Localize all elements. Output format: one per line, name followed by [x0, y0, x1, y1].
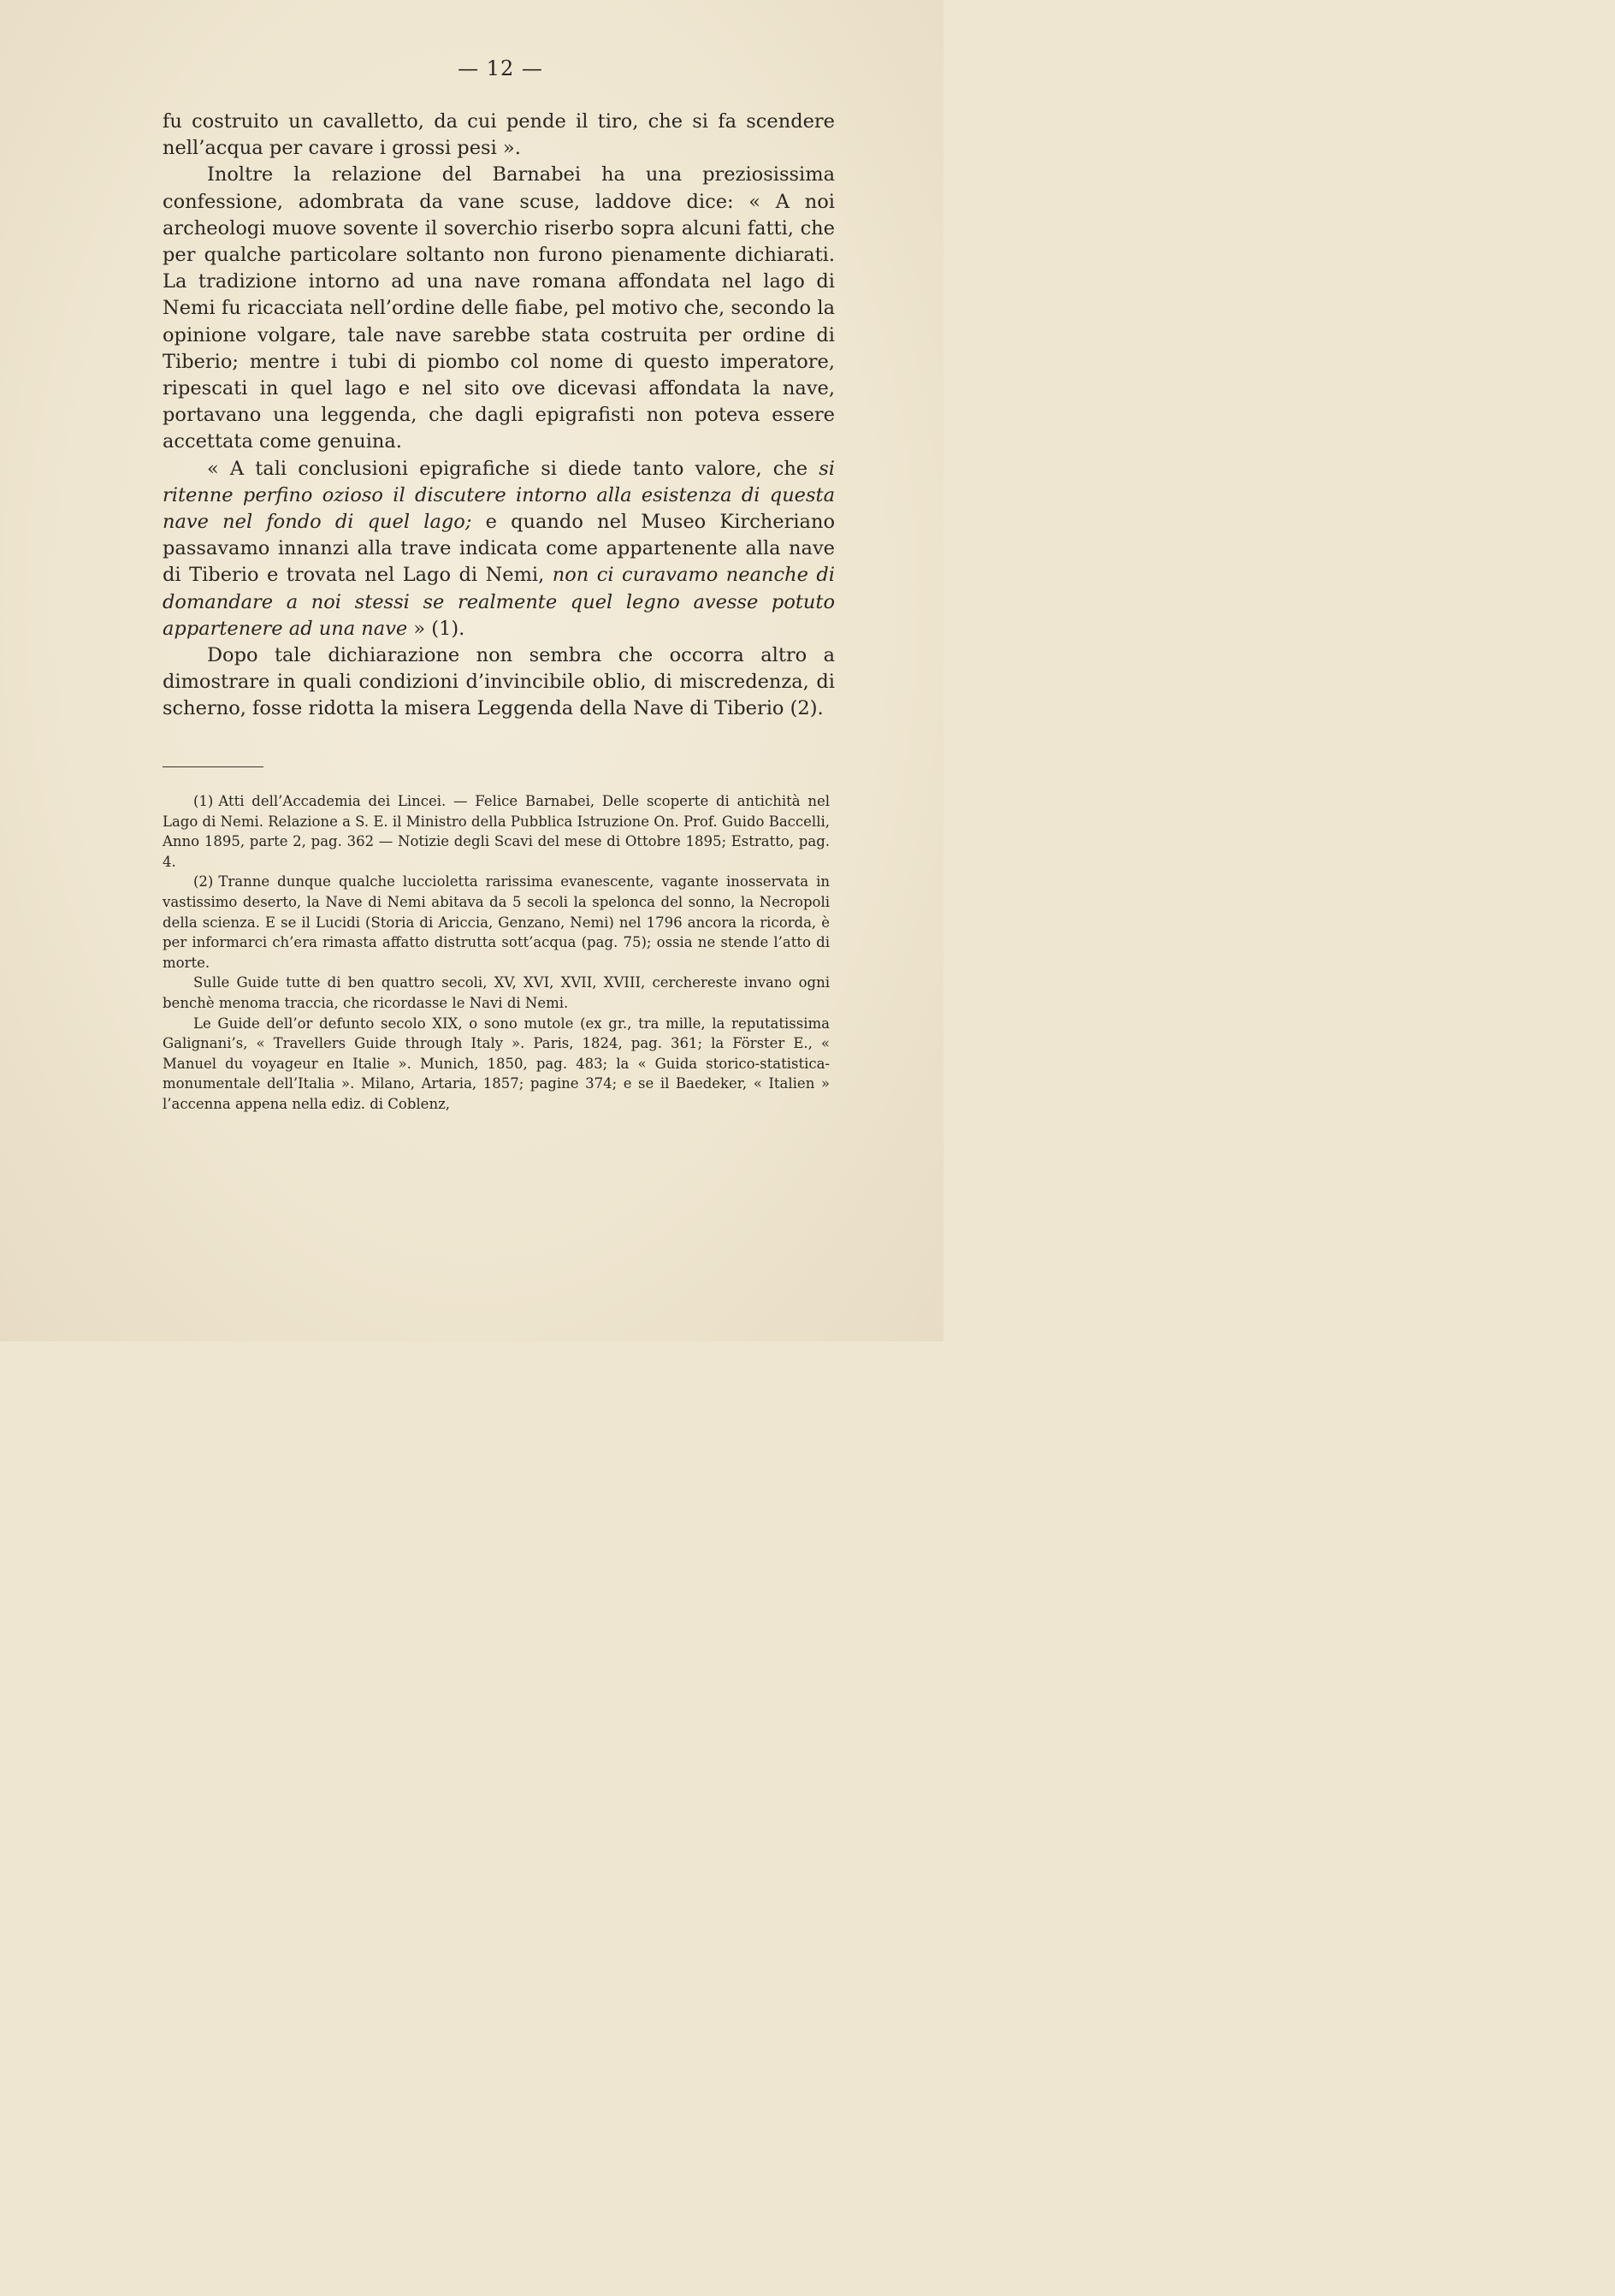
paragraph-4: Dopo tale dichiarazione non sembra che occorra altro a dimostrare in quali condizioni d’invincibile oblio, di miscredenza, di scherno, fosse ridotta la misera Leggenda della Nave di Tiberio (2).	[163, 644, 835, 720]
footnotes	[163, 791, 830, 1115]
paragraph-3	[163, 456, 835, 642]
footnote-separator	[163, 766, 263, 767]
paragraph-3-italic-b: non ci curavamo neanche di domandare a noi stessi se realmente quel legno avesse potuto appartenere ad una nave	[163, 564, 836, 640]
footnote-2-text: Tranne dunque qualche luccioletta rarissima evanescente, vagante inosservata in vastissimo deserto, la Nave di Nemi abitava da 5 secoli la spelonca del sonno, la Necropoli della scienza. E se il Lucidi (Storia di Ariccia, Genzano, Nemi) nel 1796 ancora la ricorda, è per informarci ch’era rimasta affatto distrutta sott’acqua (pag. 75); ossia ne stende l’atto di morte.	[163, 873, 830, 971]
paragraph-3-italic-a: si ritenne perfino ozioso il discutere intorno alla esistenza di questa nave nel fondo di quel lago;	[163, 457, 835, 534]
scanned-page	[0, 0, 944, 1341]
paragraph-3-part-e: » (1).	[407, 617, 465, 640]
footnote-2-continuation-1: Sulle Guide tutte di ben quattro secoli, XV, XVI, XVII, XVIII, cerchereste invano ogni benchè menoma traccia, che ricordasse le Navi di Nemi.	[163, 974, 830, 1011]
footnote-2	[163, 872, 830, 973]
paragraph-3-part-c: e quando nel Museo Kircheriano passavamo innanzi alla trave indicata come appartenente alla nave di Tiberio e trovata nel Lago di Nemi,	[163, 511, 835, 587]
footnote-2-mark: (2)	[193, 873, 214, 891]
footnote-1-text: Atti dell’Accademia dei Lincei. — Felice Barnabei, Delle scoperte di antichità nel Lago di Nemi. Relazione a S. E. il Ministro della Pubblica Istruzione On. Prof. Guido Baccelli, Anno 1895, parte 2, pag. 362 — Notizie degli Scavi del mese di Ottobre 1895; Estratto, pag. 4.	[163, 793, 830, 870]
footnote-1-mark: (1)	[193, 793, 214, 809]
paragraph-2: Inoltre la relazione del Barnabei ha una preziosissima confessione, adombrata da vane scuse, laddove dice: « A noi archeologi muove sovente il soverchio riserbo sopra alcuni fatti, che per qualche particolare soltanto non furono pienamente dichiarati. La tradizione intorno ad una nave romana affondata nel lago di Nemi fu ricacciata nell’ordine delle fiabe, pel motivo che, secondo la opinione volgare, tale nave sarebbe stata costruita per ordine di Tiberio; mentre i tubi di piombo col nome di questo imperatore, ripescati in quel lago e nel sito ove dicevasi affondata la nave, portavano una leggenda, che dagli epigrafisti non poteva essere accettata come genuina.	[163, 163, 835, 453]
page-number: — 12 —	[458, 56, 543, 80]
paragraph-3-part-a: « A tali conclusioni epigrafiche si diede tanto valore, che	[207, 457, 819, 480]
footnote-2-continuation-2: Le Guide dell’or defunto secolo XIX, o sono mutole (ex gr., tra mille, la reputatissima Galignani’s, « Travellers Guide through Italy ». Paris, 1824, pag. 361; la Förster E., « Manuel du voyageur en Italie ». Munich, 1850, pag. 483; la « Guida storico-statistica-monumentale dell’Italia ». Milano, Artaria, 1857; pagine 374; e se il Baedeker, « Italien » l’accenna appena nella ediz. di Coblenz,	[163, 1015, 830, 1112]
paragraph-1: fu costruito un cavalletto, da cui pende il tiro, che si fa scendere nell’acqua per cavare i grossi pesi ».	[163, 110, 835, 160]
footnote-1	[163, 791, 830, 872]
main-text	[163, 109, 835, 723]
